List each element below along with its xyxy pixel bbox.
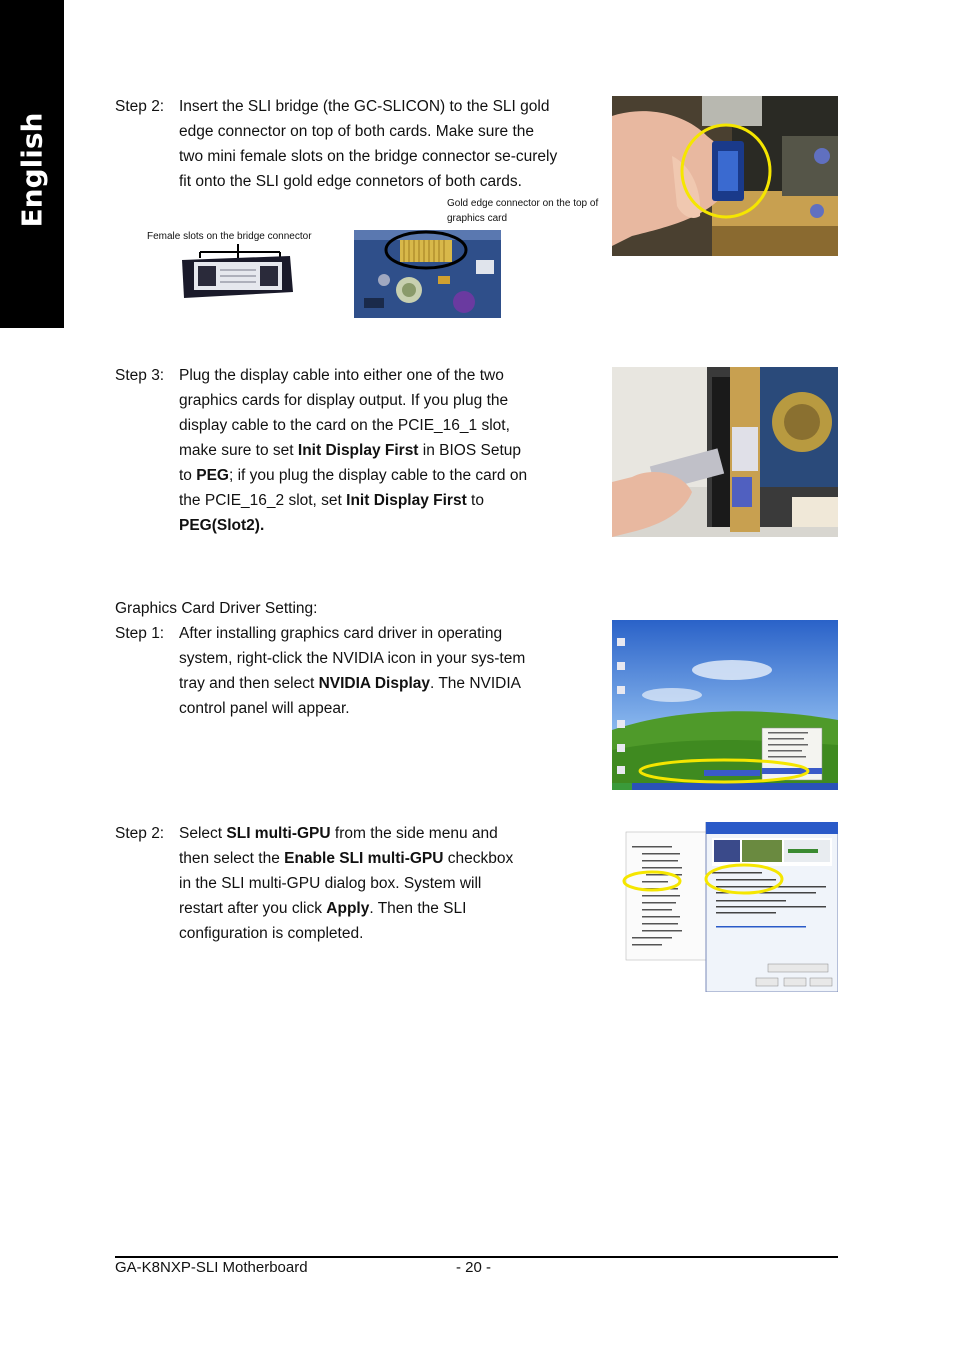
- gold-edge-connector-image: [354, 230, 501, 318]
- bios-option: Init Display First: [346, 492, 467, 509]
- display-cable-photo: [612, 367, 838, 537]
- female-slots-caption: Female slots on the bridge connector: [147, 231, 312, 242]
- bios-value: PEG: [196, 467, 229, 484]
- sli-bridge-install-photo: [612, 96, 838, 256]
- nvidia-sli-dialog-screenshot: [612, 822, 838, 992]
- step-2-sli: [115, 821, 535, 946]
- step-text: Plug the display cable into either one of the two graphics cards for display output. If you plug the display cable to the card on the PCIE_16_1 slot, make sure to set Init Display First in BIOS Setup to PEG; if you plug the display cable to the card on the PCIE_16_2 slot, set Init Display First to PEG(Slot2).: [179, 367, 528, 534]
- step-label: Step 3:: [115, 367, 165, 384]
- bridge-connector-image: [180, 244, 295, 300]
- language-tab-label: English: [15, 112, 49, 228]
- step-2-bridge: [115, 94, 558, 194]
- step-text: After installing graphics card driver in operating system, right-click the NVIDIA icon in your sys-tem tray and then select NVIDIA Display. The NVIDIA control panel will appear.: [179, 625, 526, 717]
- button-option: Apply: [326, 900, 370, 917]
- page-number: - 20 -: [456, 1259, 492, 1276]
- step-text: Select SLI multi-GPU from the side menu and then select the Enable SLI multi-GPU checkbox in the SLI multi-GPU dialog box. System will restart after you click Apply. Then the SLI configuration is completed.: [179, 825, 514, 942]
- step-label: Step 2:: [115, 98, 165, 115]
- language-tab: [0, 0, 64, 328]
- footer-model: GA-K8NXP-SLI Motherboard: [115, 1259, 308, 1276]
- step-3-display: [115, 363, 535, 538]
- menu-option: NVIDIA Display: [318, 675, 430, 692]
- desktop-context-menu-screenshot: [612, 620, 838, 790]
- gold-connector-caption: Gold edge connector on the top of graphics card: [447, 198, 599, 224]
- driver-section-heading: Graphics Card Driver Setting:: [115, 600, 318, 617]
- bios-value: PEG(Slot2).: [179, 517, 265, 534]
- bios-option: Init Display First: [297, 442, 419, 459]
- step-label: Step 1:: [115, 625, 165, 642]
- step-1-driver: [115, 621, 535, 721]
- checkbox-option: Enable SLI multi-GPU: [284, 850, 444, 867]
- menu-option: SLI multi-GPU: [226, 825, 331, 842]
- step-text: Insert the SLI bridge (the GC-SLICON) to the SLI gold edge connector on top of both cards. Make sure the two mini female slots on the bridge connector se-curely fit onto the SLI gold edge connetors of both cards.: [179, 98, 558, 190]
- step-label: Step 2:: [115, 825, 165, 842]
